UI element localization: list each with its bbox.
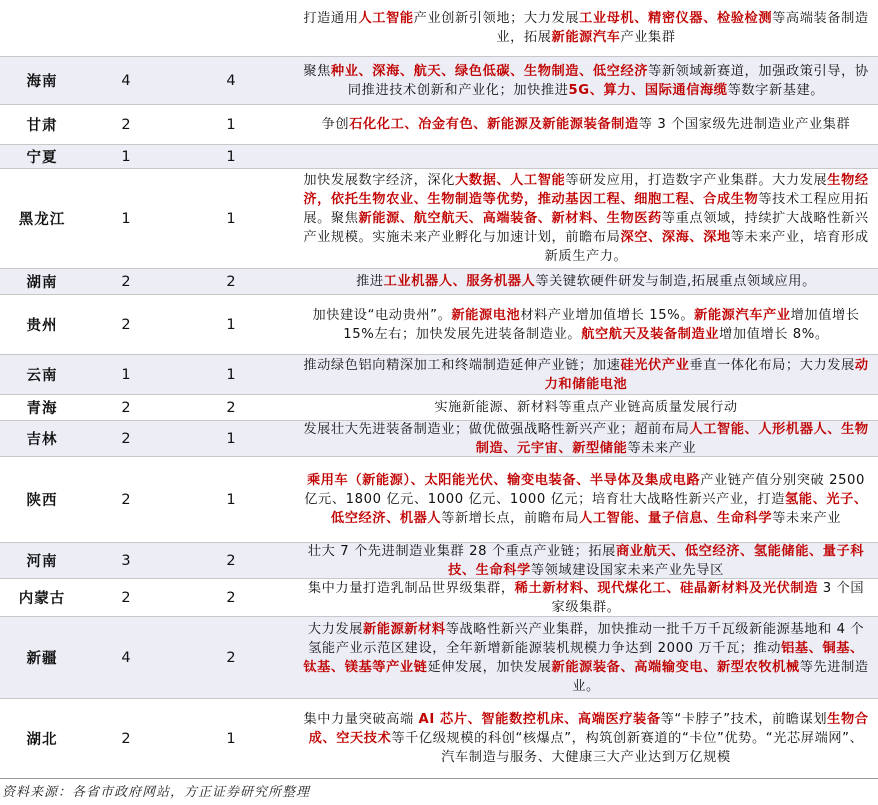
plain-text: 发展壮大先进装备制造业；做优做强战略性新兴产业；超前布局: [303, 421, 690, 437]
count-cell-1: 2: [121, 430, 131, 447]
plain-text: 实施新能源、新材料等重点产业链高质量发展行动: [434, 400, 738, 415]
policy-text: [303, 272, 869, 291]
table-row: [0, 268, 878, 294]
plain-text: 等研发应用，打造数字产业集群。大力发展: [565, 173, 828, 188]
province-cell: 吉林: [26, 432, 58, 448]
count-cell-1: 2: [121, 273, 131, 290]
policy-text: [303, 710, 869, 767]
table-row: [0, 616, 878, 698]
count-cell-2: 1: [226, 116, 236, 133]
policy-cell: [298, 145, 874, 168]
plain-text: 等战略性新兴产业集群，加快推动一批千万千瓦级新能源基地和 4 个氢能产业示范区建设，全年新增新能源装机规模力争达到 2000 万千瓦；推动: [308, 621, 865, 656]
count-cell-1: 1: [121, 210, 131, 227]
policy-text: [303, 115, 869, 134]
policy-text: [303, 420, 869, 458]
plain-text: 推动绿色铝向精深加工和终端制造延伸产业链；加速: [303, 357, 621, 373]
plain-text: 等未来产业: [772, 511, 842, 526]
plain-text: 等高端装备制造业，拓展: [496, 11, 869, 45]
plain-text: 产业集群: [620, 30, 676, 45]
policy-text: [303, 62, 869, 100]
table-row: [0, 354, 878, 394]
count-cell-2: 1: [226, 430, 236, 447]
policy-text: [303, 542, 869, 580]
count-cell-2: 1: [226, 491, 236, 508]
count-cell-2: [168, 0, 294, 56]
highlight-text: 新能源汽车产业: [694, 307, 791, 323]
highlight-text: 新能源汽车: [551, 30, 621, 45]
plain-text: 等重点领域，持续扩大战略性新兴产业规模。实施未来产业孵化与加速计划，前瞻布局: [303, 211, 869, 245]
count-cell-1: 2: [121, 116, 131, 133]
province-cell: 贵州: [26, 318, 58, 334]
highlight-text: 5G、算力、国际通信海缆: [568, 82, 728, 98]
highlight-text: 铝基、铜基、钛基、镁基等产业链: [303, 640, 864, 675]
count-cell-2: 2: [226, 273, 236, 290]
table-row: [0, 394, 878, 420]
count-cell-1: 2: [121, 589, 131, 606]
table-row: [0, 168, 878, 268]
plain-text: 等先进制造业。: [572, 659, 869, 694]
plain-text: 等新领域新赛道，加强政策引导，协同推进技术创新和产业化；加快推进: [347, 63, 869, 98]
plain-text: 加快建设“电动贵州”。: [312, 307, 452, 323]
highlight-text: 种业、深海、航天、绿色低碳、生物制造、低空经济: [330, 63, 649, 79]
policy-text: [303, 579, 869, 617]
highlight-text: 氢能、光子、低空经济、机器人: [330, 492, 868, 526]
count-cell-1: 3: [121, 552, 131, 569]
policy-cell: [298, 0, 874, 56]
count-cell-2: 2: [226, 589, 236, 606]
policy-cell: [298, 699, 874, 778]
plain-text: 推进: [356, 274, 384, 289]
plain-text: 增加值增长 15%左右；加快发展先进装备制造业。: [343, 307, 860, 342]
policy-text: [303, 471, 869, 528]
highlight-text: 航空航天及装备制造业: [581, 326, 720, 342]
policy-cell: [298, 543, 874, 578]
policy-cell: [298, 457, 874, 542]
source-note: 资料来源：各省市政府网站，方正证券研究所整理: [2, 785, 311, 800]
highlight-text: 生物合成、空天技术: [308, 712, 869, 746]
highlight-text: 硅光伏产业: [620, 357, 690, 373]
table-row: [0, 56, 878, 104]
policy-cell: [298, 105, 874, 144]
plain-text: 增加值增长 8%。: [719, 326, 829, 342]
table-bottom-rule: [0, 778, 878, 779]
policy-text: [303, 356, 869, 394]
province-cell: [0, 0, 84, 56]
table-row: [0, 294, 878, 354]
plain-text: 等“卡脖子”技术，前瞻谋划: [660, 712, 828, 727]
highlight-text: 稀土新材料、现代煤化工、硅晶新材料及光伏制造: [514, 580, 818, 596]
highlight-text: 新能源、航空航天、高端装备、新材料、生物医药: [358, 211, 662, 226]
table-row: [0, 456, 878, 542]
plain-text: 等新增长点，前瞻布局: [441, 511, 580, 526]
highlight-text: 人工智能、人形机器人、生物制造、元宇宙、新型储能: [475, 421, 869, 456]
plain-text: 集中力量突破高端: [303, 712, 419, 727]
plain-text: 等未来产业，培育形成新质生产力。: [544, 230, 869, 264]
plain-text: 大力发展: [307, 621, 363, 637]
policy-cell: [298, 169, 874, 268]
highlight-text: 人工智能、量子信息、生命科学: [579, 511, 773, 526]
highlight-text: 人工智能: [358, 11, 414, 26]
plain-text: 集中力量打造乳制品世界级集群，: [307, 580, 515, 596]
policy-cell: [298, 57, 874, 104]
highlight-text: 商业航天、低空经济、氢能储能、量子科技、生命科学: [448, 543, 865, 578]
count-cell-2: 1: [226, 366, 236, 383]
count-cell-2: 1: [226, 148, 236, 165]
highlight-text: 新能源电池: [451, 307, 521, 323]
count-cell-1: [84, 0, 168, 56]
highlight-text: 深空、深海、深地: [620, 230, 731, 245]
table-row: [0, 578, 878, 616]
count-cell-1: 4: [121, 649, 131, 666]
highlight-text: 工业机器人、服务机器人: [383, 274, 536, 289]
policy-cell: [298, 355, 874, 394]
plain-text: 聚焦: [303, 63, 331, 79]
province-cell: 宁夏: [26, 150, 58, 166]
count-cell-2: 1: [226, 210, 236, 227]
count-cell-1: 2: [121, 491, 131, 508]
plain-text: 等千亿级规模的科创“核爆点”，构筑创新赛道的“卡位”优势。“光芯屏端网”、汽车制造与服务、大健康三大产业达到万亿规模: [391, 731, 864, 765]
count-cell-1: 2: [121, 399, 131, 416]
table-row: [0, 0, 878, 56]
province-cell: 陕西: [26, 493, 58, 509]
count-cell-2: 2: [226, 649, 236, 666]
highlight-text: 新能源新材料: [363, 621, 446, 637]
highlight-text: 工业母机、精密仪器、检验检测: [579, 11, 773, 26]
highlight-text: 生物经济，依托生物农业、生物制造等优势，推动基因工程、细胞工程、合成生物: [303, 173, 869, 207]
plain-text: 打造通用: [303, 11, 359, 26]
count-cell-1: 1: [121, 148, 131, 165]
plain-text: 壮大 7 个先进制造业集群 28 个重点产业链；拓展: [307, 543, 616, 559]
highlight-text: 石化化工、冶金有色、新能源及新能源装备制造: [349, 117, 639, 132]
plain-text: 等关键软硬件研发与制造,拓展重点领域应用。: [535, 274, 816, 289]
table-row: [0, 144, 878, 168]
count-cell-1: 2: [121, 730, 131, 747]
policy-text: [303, 306, 869, 344]
plain-text: 产业链产值分别突破 2500 亿元、1800 亿元、1000 亿元、1000 亿元；培育壮大战略性新兴产业，打造: [304, 473, 866, 507]
policy-cell: [298, 421, 874, 456]
plain-text: 等 3 个国家级先进制造业产业集群: [638, 117, 851, 132]
plain-text: 产业创新引领地；大力发展: [413, 11, 580, 26]
policy-cell: [298, 617, 874, 698]
highlight-text: 乘用车（新能源）、太阳能光伏、输变电装备、半导体及集成电路: [306, 473, 701, 488]
table-row: [0, 698, 878, 778]
policy-text: [303, 620, 869, 696]
count-cell-1: 1: [121, 366, 131, 383]
count-cell-2: 2: [226, 399, 236, 416]
policy-text: [303, 171, 869, 266]
highlight-text: 新能源装备、高端输变电、新型农牧机械: [551, 659, 800, 675]
plain-text: 等领域建设国家未来产业先导区: [530, 562, 724, 578]
province-cell: 湖北: [26, 732, 58, 748]
count-cell-2: 4: [226, 72, 236, 89]
plain-text: 延伸发展，加快发展: [427, 659, 552, 675]
count-cell-1: 4: [121, 72, 131, 89]
province-cell: 青海: [26, 401, 58, 417]
plain-text: 等技术工程应用拓展。聚焦: [303, 192, 869, 226]
province-cell: 海南: [26, 74, 58, 90]
province-cell: 甘肃: [26, 118, 58, 134]
policy-text: [303, 398, 869, 417]
table-row: [0, 420, 878, 456]
policy-cell: [298, 269, 874, 294]
policy-cell: [298, 579, 874, 616]
policy-cell: [298, 395, 874, 420]
plain-text: 垂直一体化布局；大力发展: [689, 357, 855, 373]
plain-text: 3 个国家级集群。: [551, 580, 865, 615]
province-cell: 黑龙江: [18, 212, 66, 228]
province-cell: 新疆: [26, 651, 58, 667]
policy-cell: [298, 295, 874, 354]
count-cell-2: 2: [226, 552, 236, 569]
highlight-text: 动力和储能电池: [544, 357, 869, 392]
highlight-text: 大数据、人工智能: [455, 173, 566, 188]
table-row: [0, 542, 878, 578]
count-cell-2: 1: [226, 316, 236, 333]
count-cell-1: 2: [121, 316, 131, 333]
plain-text: 争创: [321, 117, 350, 132]
province-cell: 湖南: [26, 275, 58, 291]
province-cell: 河南: [26, 554, 58, 570]
plain-text: 加快发展数字经济，深化: [303, 173, 455, 188]
plain-text: 等未来产业: [627, 440, 697, 456]
count-cell-2: 1: [226, 730, 236, 747]
province-cell: 云南: [26, 368, 58, 384]
highlight-text: AI 芯片、智能数控机床、高端医疗装备: [418, 712, 661, 727]
table-row: [0, 104, 878, 144]
plain-text: 材料产业增加值增长 15%。: [520, 307, 695, 323]
policy-text: [303, 9, 869, 47]
plain-text: 等数字新基建。: [727, 82, 825, 98]
province-cell: 内蒙古: [18, 591, 66, 607]
